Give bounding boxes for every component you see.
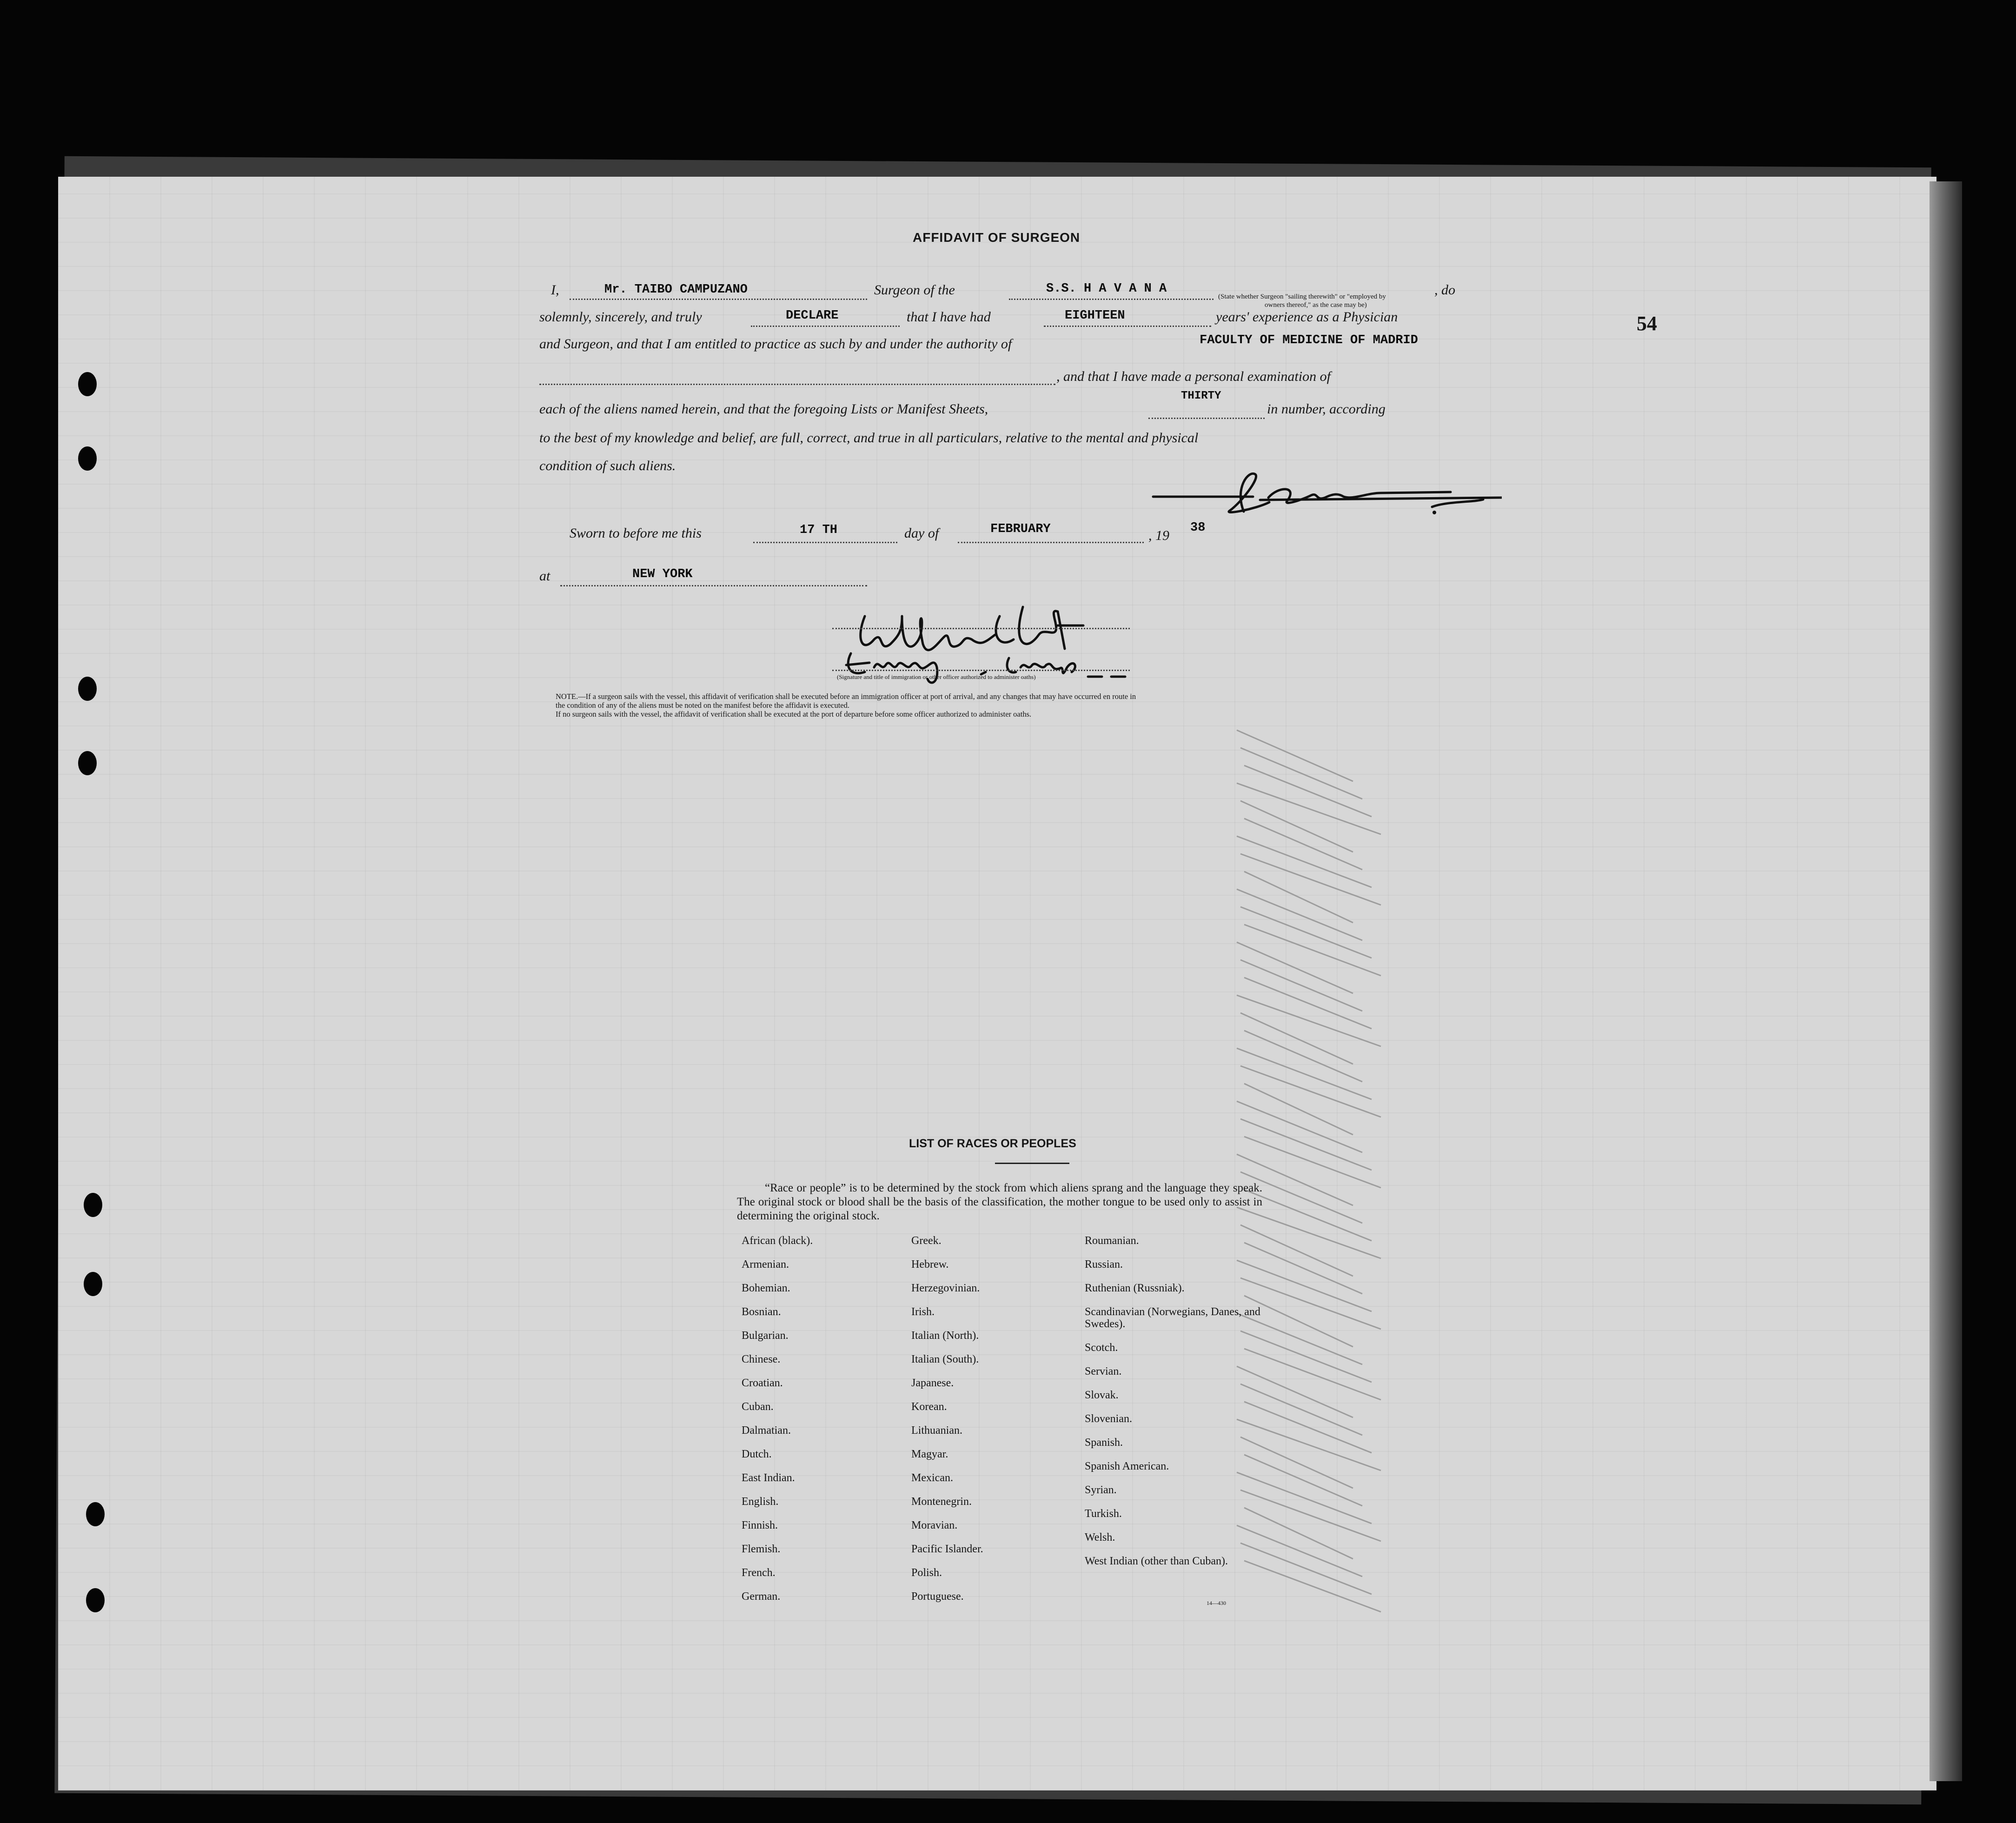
note-line3: If no surgeon sails with the vessel, the affidavit of verification shall be executed at the port of departure before some officer authorized to administer oaths.: [556, 710, 1032, 719]
race-entry: Dutch.: [742, 1448, 772, 1460]
affidavit-line1-end: , do: [1434, 282, 1455, 298]
races-title: LIST OF RACES OR PEOPLES: [909, 1137, 1076, 1150]
affidavit-title: AFFIDAVIT OF SURGEON: [913, 230, 1081, 245]
authority-continuation-field: [539, 384, 1055, 385]
binder-hole: [78, 446, 97, 471]
page-number: 54: [1637, 312, 1657, 335]
sworn-month-field: [958, 542, 1144, 543]
sworn-day: 17 TH: [800, 523, 838, 537]
race-entry: Moravian.: [911, 1519, 958, 1531]
affidavit-line2-end: years' experience as a Physician: [1216, 309, 1398, 325]
race-entry: Hebrew.: [911, 1258, 949, 1271]
binder-hole: [78, 677, 97, 701]
race-entry: Magyar.: [911, 1448, 948, 1460]
race-entry: German.: [742, 1590, 781, 1603]
race-entry: Ruthenian (Russniak).: [1085, 1282, 1185, 1294]
race-entry: Italian (South).: [911, 1353, 979, 1365]
binder-hole: [78, 372, 97, 396]
licensing-authority: FACULTY OF MEDICINE OF MADRID: [1200, 333, 1418, 347]
binder-hole: [84, 1272, 102, 1296]
sworn-year: 38: [1190, 521, 1206, 535]
race-entry: Servian.: [1085, 1365, 1122, 1377]
races-column-2: [911, 1235, 983, 1614]
affidavit-line5-end: in number, according: [1267, 401, 1386, 417]
binder-hole: [86, 1502, 105, 1526]
sworn-year-prefix: , 19: [1148, 528, 1169, 543]
affidavit-line6: to the best of my knowledge and belief, are full, correct, and true in all particulars, relative to the mental and physical: [539, 430, 1199, 446]
race-entry: Scotch.: [1085, 1342, 1118, 1354]
race-entry: Irish.: [911, 1306, 935, 1318]
affidavit-line1-prefix: I,: [551, 282, 559, 298]
officer-caption: (Signature and title of immigration or other officer authorized to administer oaths): [837, 673, 1036, 680]
at-label: at: [539, 568, 550, 584]
surgeon-name: Mr. TAIBO CAMPUZANO: [604, 283, 748, 297]
sheets-count: THIRTY: [1181, 390, 1221, 402]
page-stack-edge: [1930, 181, 1962, 1781]
years-field: [1044, 326, 1211, 327]
binder-hole: [78, 751, 97, 775]
owner-note-line1: (State whether Surgeon "sailing therewith" or "employed by: [1218, 293, 1386, 300]
race-entry: Welsh.: [1085, 1531, 1115, 1544]
race-entry: Cuban.: [742, 1401, 774, 1413]
declare-field: [751, 326, 900, 327]
race-entry: English.: [742, 1496, 779, 1508]
officer-title-line: [832, 670, 1130, 671]
race-entry: Syrian.: [1085, 1484, 1117, 1496]
race-entry: Roumanian.: [1085, 1235, 1139, 1247]
officer-title-handwriting: [842, 639, 1139, 691]
race-entry: Pacific Islander.: [911, 1543, 983, 1555]
affidavit-line5: each of the aliens named herein, and that the foregoing Lists or Manifest Sheets,: [539, 401, 988, 417]
race-entry: French.: [742, 1567, 776, 1579]
race-entry: Dalmatian.: [742, 1424, 791, 1437]
place-field: [560, 585, 867, 586]
race-entry: Russian.: [1085, 1258, 1123, 1271]
races-title-rule: [995, 1163, 1069, 1164]
race-entry: Spanish.: [1085, 1437, 1123, 1449]
declare-word: DECLARE: [786, 309, 839, 323]
race-entry: Finnish.: [742, 1519, 778, 1531]
document-page: [58, 177, 1936, 1790]
affidavit-line7: condition of such aliens.: [539, 458, 676, 473]
affidavit-line2-prefix: solemnly, sincerely, and truly: [539, 309, 702, 325]
race-entry: Spanish American.: [1085, 1460, 1169, 1472]
sheets-count-field: [1148, 418, 1265, 419]
years-experience: EIGHTEEN: [1065, 309, 1125, 323]
race-entry: Korean.: [911, 1401, 947, 1413]
officer-signature-line: [832, 628, 1130, 629]
owner-note-line2: owners thereof," as the case may be): [1265, 301, 1367, 309]
binder-hole: [86, 1588, 105, 1612]
surgeon-signature: [1148, 460, 1502, 526]
race-entry: Mexican.: [911, 1472, 953, 1484]
race-entry: West Indian (other than Cuban).: [1085, 1555, 1228, 1567]
race-entry: East Indian.: [742, 1472, 795, 1484]
pencil-hatching: [1232, 721, 1465, 1628]
race-entry: Bulgarian.: [742, 1330, 789, 1342]
race-entry: Montenegrin.: [911, 1496, 972, 1508]
race-entry: Italian (North).: [911, 1330, 979, 1342]
race-entry: Slovak.: [1085, 1389, 1119, 1401]
note-line1: NOTE.—If a surgeon sails with the vessel, this affidavit of verification shall be executed before an immigration officer at port of arrival, and any changes that may have occurred en route in: [556, 692, 1136, 701]
race-entry: Slovenian.: [1085, 1413, 1132, 1425]
race-entry: Herzegovinian.: [911, 1282, 980, 1294]
sworn-day-of: day of: [904, 526, 939, 541]
race-entry: Polish.: [911, 1567, 942, 1579]
binder-hole: [84, 1193, 102, 1217]
race-entry: Armenian.: [742, 1258, 789, 1271]
form-number: 14—430: [1207, 1600, 1226, 1606]
race-entry: Japanese.: [911, 1377, 954, 1389]
race-entry: Turkish.: [1085, 1508, 1122, 1520]
sworn-month: FEBRUARY: [990, 522, 1051, 536]
race-entry: Croatian.: [742, 1377, 783, 1389]
race-entry: Greek.: [911, 1235, 942, 1247]
races-column-1: [742, 1235, 813, 1614]
vessel-field: [1009, 299, 1214, 300]
surgeon-name-field: [570, 299, 867, 300]
race-entry: Flemish.: [742, 1543, 781, 1555]
affidavit-line1-mid: Surgeon of the: [874, 282, 955, 298]
note-line2: the condition of any of the aliens must be noted on the manifest before the affidavit is executed.: [556, 701, 850, 710]
race-entry: Bosnian.: [742, 1306, 781, 1318]
race-entry: Scandinavian (Norwegians, Danes, and Swedes).: [1085, 1306, 1260, 1330]
race-entry: Bohemian.: [742, 1282, 790, 1294]
race-entry: African (black).: [742, 1235, 813, 1247]
vessel-name: S.S. H A V A N A: [1046, 282, 1167, 296]
races-intro: “Race or people” is to be determined by the stock from which aliens sprang and the language they speak. The original stock or blood shall be the basis of the classification, the mother tongue to be used only to assist in determining the original stock.: [737, 1182, 1262, 1222]
race-entry: Portuguese.: [911, 1590, 964, 1603]
race-entry: Lithuanian.: [911, 1424, 962, 1437]
sworn-place: NEW YORK: [632, 567, 693, 581]
races-column-3: [1085, 1235, 1261, 1591]
affidavit-line4: , and that I have made a personal examination of: [1056, 369, 1331, 384]
affidavit-line3: and Surgeon, and that I am entitled to practice as such by and under the authority of: [539, 336, 1012, 352]
sworn-prefix: Sworn to before me this: [570, 526, 702, 541]
race-entry: Chinese.: [742, 1353, 781, 1365]
affidavit-line2-mid: that I have had: [907, 309, 991, 325]
sworn-day-field: [753, 542, 897, 543]
